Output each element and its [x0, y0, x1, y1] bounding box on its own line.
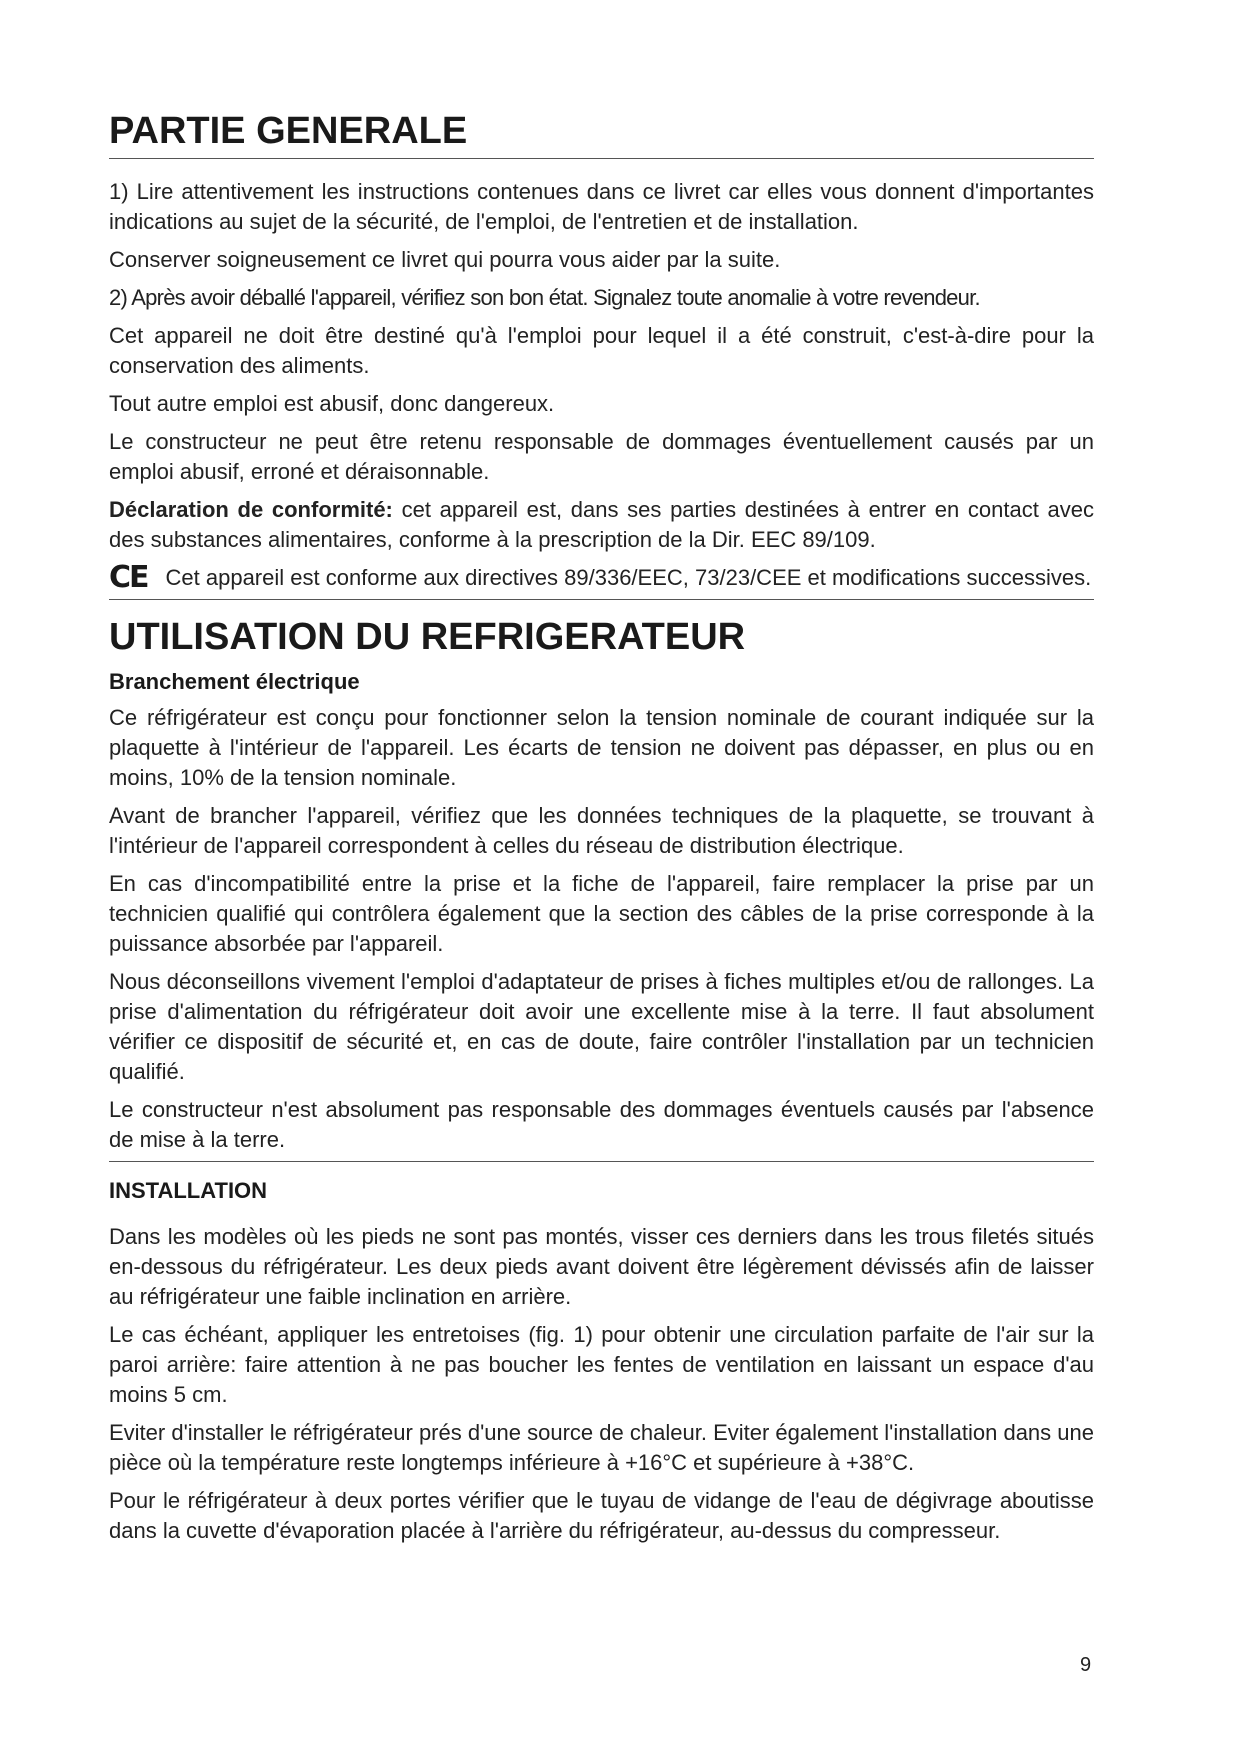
- paragraph-tension: Ce réfrigérateur est conçu pour fonctionner selon la tension nominale de courant indiquée sur la plaquette à l'intérieur de l'appareil. Les écarts de tension ne doivent pas dépasser, en plus ou en moins, 10% de la tension nominale.: [109, 705, 1094, 791]
- section-title-partie-generale: PARTIE GENERALE: [109, 110, 468, 152]
- paragraph-mise-a-la-terre: Le constructeur n'est absolument pas responsable des dommages éventuels causés par l'absence de mise à la terre.: [109, 1097, 1094, 1153]
- declaration-text: cet appareil est, dans ses parties destinées à entrer en contact avec des substances alimentaires, conforme à la prescription de la Dir. EEC 89/109.: [109, 496, 1095, 552]
- section-divider: [109, 1161, 1094, 1162]
- paragraph-incompatibilite: En cas d'incompatibilité entre la prise et la fiche de l'appareil, faire remplacer la prise par un technicien qualifié qui contrôlera également que la section des câbles de la prise corresponde à la puissance absorbée par l'appareil.: [109, 871, 1094, 957]
- paragraph-ce-directives: Cet appareil est conforme aux directives 89/336/EEC, 73/23/CEE et modifications successives.: [165, 564, 1092, 590]
- page-number: 9: [1080, 1654, 1092, 1676]
- section-title-installation: INSTALLATION: [109, 1178, 268, 1204]
- paragraph-responsabilite: Le constructeur ne peut être retenu responsable de dommages éventuellement causés par un emploi abusif, erroné et déraisonnable.: [109, 428, 1094, 484]
- paragraph-declaration: [109, 495, 1094, 555]
- ce-mark-icon: CE: [109, 559, 148, 595]
- subsection-title-branchement: Branchement électrique: [109, 669, 360, 695]
- paragraph-entretoises: Le cas échéant, appliquer les entretoises (fig. 1) pour obtenir une circulation parfaite de l'air sur la paroi arrière: faire attention à ne pas boucher les fentes de ventilation en laissant un espace d'au moins 5 cm.: [109, 1322, 1094, 1408]
- declaration-label: Déclaration de conformité:: [109, 496, 393, 522]
- paragraph-conserver: Conserver soigneusement ce livret qui pourra vous aider par la suite.: [109, 246, 781, 272]
- paragraph-instructions: 1) Lire attentivement les instructions contenues dans ce livret car elles vous donnent d'importantes indications au sujet de la sécurité, de l'emploi, de l'entretien et de installation.: [109, 178, 1094, 234]
- ce-compliance-line: [109, 559, 1094, 595]
- paragraph-pieds: Dans les modèles où les pieds ne sont pas montés, visser ces derniers dans les trous filetés situés en-dessous du réfrigérateur. Les deux pieds avant doivent être légèrement dévissés afin de laisser au réfrigérateur une faible inclination en arrière.: [109, 1224, 1094, 1310]
- section-divider: [109, 599, 1094, 600]
- paragraph-chaleur: Eviter d'installer le réfrigérateur prés d'une source de chaleur. Eviter également l'installation dans une pièce où la température reste longtemps inférieure à +16°C et supérieure à +38°C.: [109, 1420, 1094, 1476]
- paragraph-deballage: 2) Après avoir déballé l'appareil, vérifiez son bon état. Signalez toute anomalie à votre revendeur.: [109, 284, 980, 310]
- paragraph-destination: Cet appareil ne doit être destiné qu'à l'emploi pour lequel il a été construit, c'est-à-dire pour la conservation des aliments.: [109, 322, 1094, 378]
- section-title-utilisation: UTILISATION DU REFRIGERATEUR: [109, 615, 746, 658]
- paragraph-adaptateur: Nous déconseillons vivement l'emploi d'adaptateur de prises à fiches multiples et/ou de rallonges. La prise d'alimentation du réfrigérateur doit avoir une excellente mise à la terre. Il faut absolument vérifier ce dispositif de sécurité et, en cas de doute, faire contrôler l'installation par un technicien qualifié.: [109, 969, 1094, 1085]
- paragraph-emploi-abusif: Tout autre emploi est abusif, donc dangereux.: [109, 390, 555, 416]
- document-page: [109, 110, 1094, 1554]
- section-divider: [109, 158, 1094, 159]
- paragraph-donnees-techniques: Avant de brancher l'appareil, vérifiez que les données techniques de la plaquette, se trouvant à l'intérieur de l'appareil correspondent à celles du réseau de distribution électrique.: [109, 803, 1094, 859]
- paragraph-vidange: Pour le réfrigérateur à deux portes vérifier que le tuyau de vidange de l'eau de dégivrage aboutisse dans la cuvette d'évaporation placée à l'arrière du réfrigérateur, au-dessus du compresseur.: [109, 1488, 1094, 1544]
